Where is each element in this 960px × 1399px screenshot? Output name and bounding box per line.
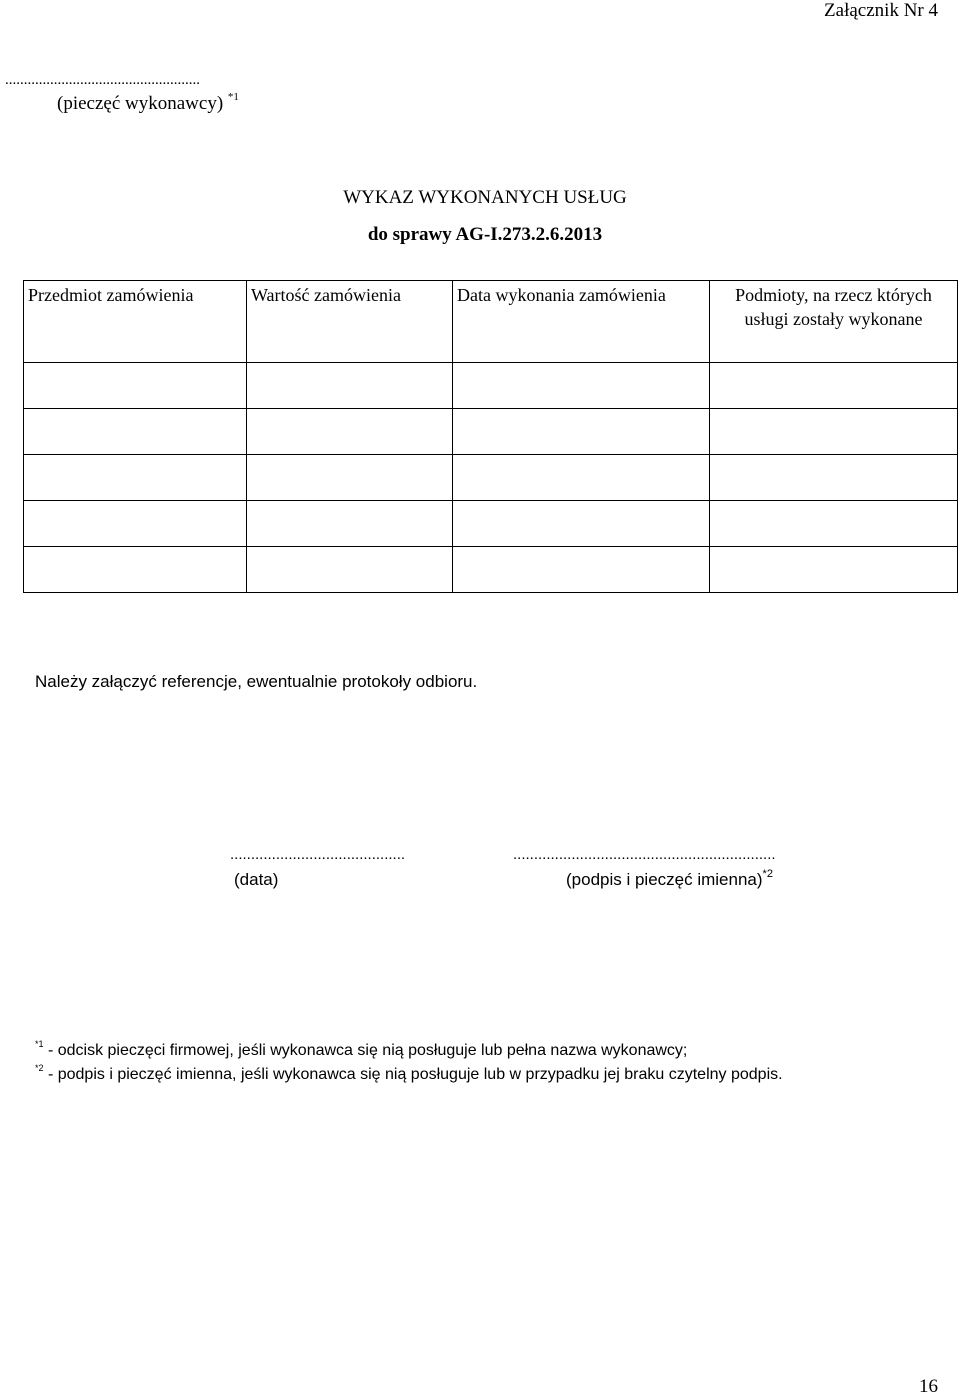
stamp-dotted-line: ....................................................: [5, 72, 200, 88]
signature-dotted-line: ...............................................................: [513, 846, 776, 863]
footnote-2-marker: *2: [35, 1063, 44, 1073]
stamp-footnote-marker: *1: [227, 91, 239, 103]
case-reference: do sprawy AG-I.273.2.6.2013: [367, 224, 603, 245]
table-cell[interactable]: [710, 547, 958, 593]
signature-label: [566, 870, 773, 890]
date-label: (data): [234, 870, 279, 889]
date-dotted-line: ..........................................: [230, 846, 406, 863]
table-cell[interactable]: [247, 409, 453, 455]
references-note: Należy załączyć referencje, ewentualnie protokoły odbioru.: [35, 672, 478, 691]
table-cell[interactable]: [24, 501, 247, 547]
table-cell[interactable]: [710, 363, 958, 409]
table-row: [24, 501, 958, 547]
table-cell[interactable]: [710, 501, 958, 547]
table-cell[interactable]: [710, 409, 958, 455]
table-cell[interactable]: [710, 455, 958, 501]
table-cell[interactable]: [453, 455, 710, 501]
signature-footnote-marker: *2: [762, 868, 773, 880]
stamp-label: [57, 93, 239, 115]
footnote-2: [35, 1063, 783, 1084]
table-row: [24, 455, 958, 501]
table-cell[interactable]: [247, 363, 453, 409]
table-cell[interactable]: [24, 455, 247, 501]
footnote-1-marker: *1: [35, 1039, 44, 1049]
table-row: [24, 363, 958, 409]
table-row: [24, 547, 958, 593]
signature-label-text: (podpis i pieczęć imienna): [566, 870, 763, 889]
table-cell[interactable]: [247, 547, 453, 593]
footnote-1-text: - odcisk pieczęci firmowej, jeśli wykonawca się nią posługuje lub pełna nazwa wykonawcy;: [43, 1042, 688, 1059]
table-cell[interactable]: [453, 409, 710, 455]
column-header-date: Data wykonania zamówienia: [453, 281, 710, 363]
document-title: WYKAZ WYKONANYCH USŁUG: [343, 187, 627, 208]
footnote-1: [35, 1039, 688, 1060]
column-header-subject: Przedmiot zamówienia: [24, 281, 247, 363]
table-cell[interactable]: [247, 455, 453, 501]
table-cell[interactable]: [453, 547, 710, 593]
table-row: [24, 409, 958, 455]
table-cell[interactable]: [453, 363, 710, 409]
table-cell[interactable]: [24, 363, 247, 409]
table-cell[interactable]: [24, 547, 247, 593]
table-header-row: [24, 281, 958, 363]
footnote-2-text: - podpis i pieczęć imienna, jeśli wykonawca się nią posługuje lub w przypadku jej braku czytelny podpis.: [43, 1066, 783, 1083]
services-table: [23, 280, 958, 593]
column-header-entities: Podmioty, na rzecz których usługi zostały wykonane: [710, 281, 958, 363]
table-cell[interactable]: [453, 501, 710, 547]
table-cell[interactable]: [247, 501, 453, 547]
page-number: 16: [919, 1376, 938, 1397]
annex-label: Załącznik Nr 4: [824, 0, 938, 21]
column-header-value: Wartość zamówienia: [247, 281, 453, 363]
table-cell[interactable]: [24, 409, 247, 455]
stamp-label-text: (pieczęć wykonawcy): [57, 93, 224, 114]
